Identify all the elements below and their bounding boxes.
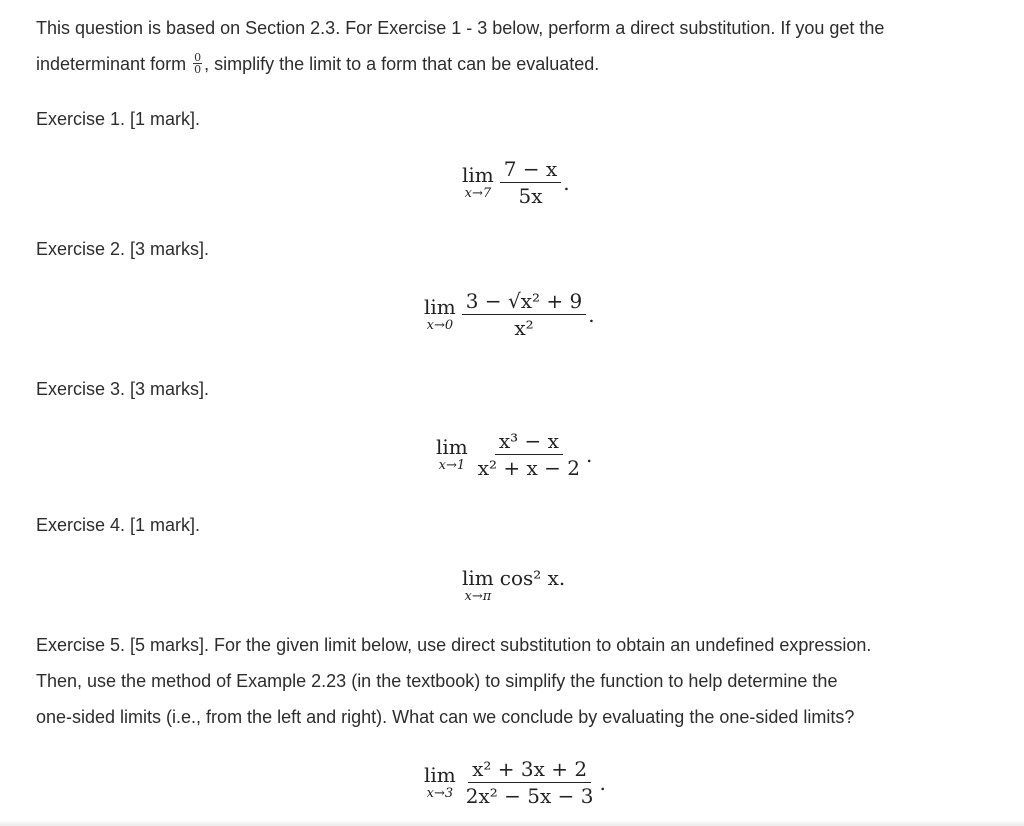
exercise-3-heading: Exercise 3. [3 marks]. bbox=[36, 379, 210, 399]
exercise-5-text bbox=[36, 627, 1011, 735]
zero-over-zero-fraction bbox=[193, 52, 202, 75]
lim-word: lim bbox=[424, 762, 456, 787]
lim-subscript: x→1 bbox=[438, 457, 466, 473]
exercise-1-limit bbox=[462, 156, 570, 209]
limit-fraction bbox=[474, 428, 584, 481]
lim-word: lim bbox=[462, 566, 494, 590]
numerator: 3 − √x² + 9 bbox=[462, 288, 586, 315]
exercise-1-heading: Exercise 1. [1 mark]. bbox=[36, 109, 201, 129]
period: . bbox=[588, 302, 595, 327]
lim-subscript: x→0 bbox=[426, 317, 454, 333]
lim-word: lim bbox=[462, 162, 494, 187]
cos-squared-expression: cos² x. bbox=[499, 566, 566, 590]
intro-line-2-after: , simplify the limit to a form that can be evaluated. bbox=[204, 54, 600, 74]
lim-subscript: x→7 bbox=[464, 185, 492, 201]
lim-subscript: x→3 bbox=[426, 785, 454, 801]
exercise-2-limit bbox=[424, 288, 595, 341]
lim-word: lim bbox=[436, 434, 468, 459]
exercise-5-heading: Exercise 5. [5 marks]. For the given limit below, use direct substitution to obtain an undefined expression. bbox=[36, 635, 872, 655]
numerator: x² + 3x + 2 bbox=[468, 756, 591, 783]
limit-operator bbox=[462, 567, 494, 605]
denominator: 2x² − 5x − 3 bbox=[465, 784, 594, 808]
bottom-edge-shadow bbox=[0, 820, 1024, 826]
fraction-numerator: 0 bbox=[194, 50, 202, 64]
exercise-4-heading: Exercise 4. [1 mark]. bbox=[36, 515, 201, 535]
question-body bbox=[36, 10, 1011, 82]
intro-line-1: This question is based on Section 2.3. For Exercise 1 - 3 below, perform a direct substitution. If you get the bbox=[36, 18, 885, 38]
period: . bbox=[599, 770, 606, 795]
intro-line-2-before: indeterminant form bbox=[36, 54, 187, 74]
lim-word: lim bbox=[424, 294, 456, 319]
limit-fraction bbox=[462, 756, 598, 809]
exercise-5-line-3: one-sided limits (i.e., from the left and right). What can we conclude by evaluating the one-sided limits? bbox=[36, 707, 855, 727]
lim-subscript: x→π bbox=[464, 589, 492, 604]
denominator: x² bbox=[514, 316, 534, 340]
limit-operator bbox=[462, 164, 494, 202]
period: . bbox=[586, 442, 593, 467]
limit-operator bbox=[424, 764, 456, 802]
exercise-3-limit bbox=[436, 428, 592, 481]
denominator: 5x bbox=[518, 184, 543, 208]
fraction-denominator: 0 bbox=[194, 62, 202, 76]
numerator: 7 − x bbox=[500, 156, 561, 183]
intro-line-2 bbox=[36, 46, 1011, 82]
limit-fraction bbox=[500, 156, 561, 209]
limit-operator bbox=[424, 296, 456, 334]
period: . bbox=[563, 170, 570, 195]
exercise-2-heading: Exercise 2. [3 marks]. bbox=[36, 239, 210, 259]
numerator: x³ − x bbox=[495, 428, 563, 455]
exercise-5-limit bbox=[424, 756, 606, 809]
exercise-5-line-2: Then, use the method of Example 2.23 (in the textbook) to simplify the function to help determine the bbox=[36, 671, 838, 691]
limit-operator bbox=[436, 436, 468, 474]
denominator: x² + x − 2 bbox=[477, 456, 581, 480]
exercise-4-limit bbox=[462, 567, 565, 605]
limit-fraction bbox=[462, 288, 586, 341]
